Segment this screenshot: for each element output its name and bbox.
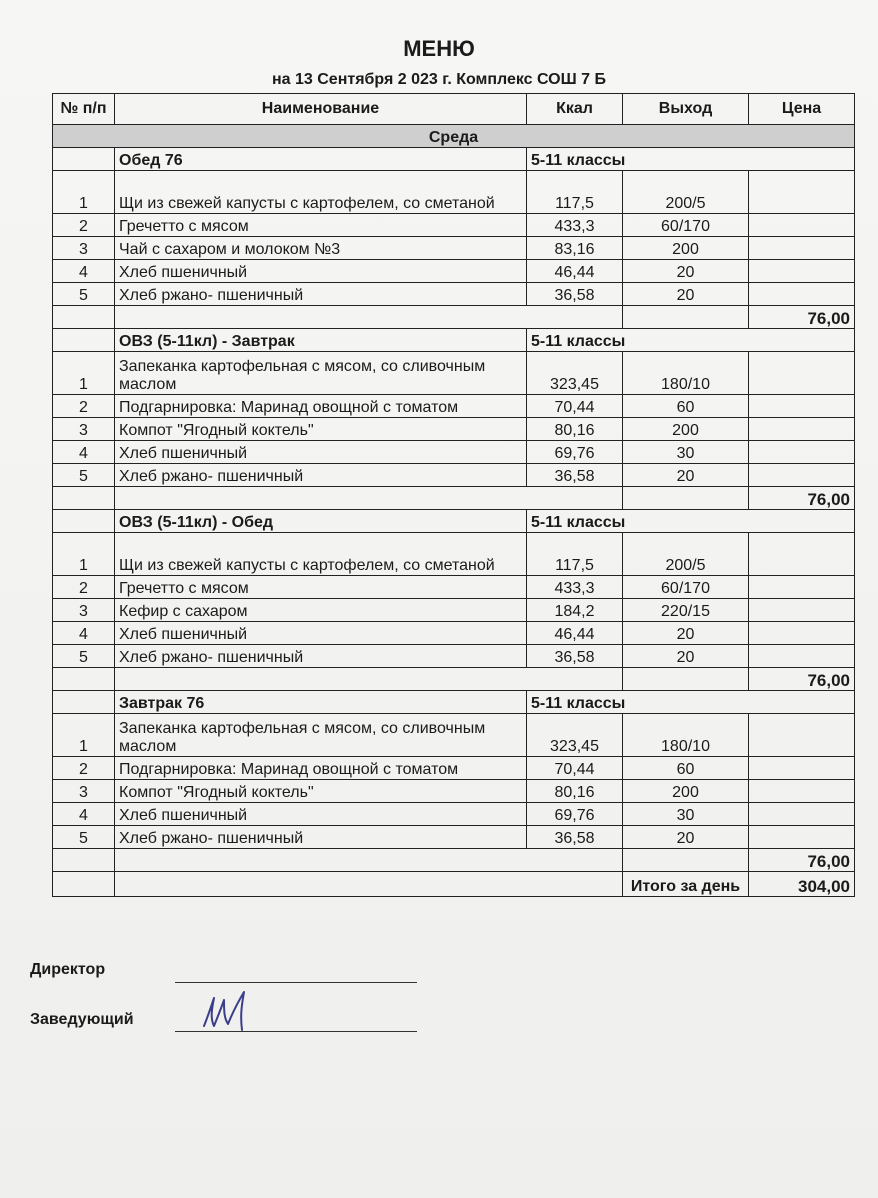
item-price	[749, 171, 855, 214]
item-yield: 60/170	[623, 576, 749, 599]
item-yield: 200/5	[623, 533, 749, 576]
item-name: Хлеб пшеничный	[115, 260, 527, 283]
item-kcal: 80,16	[527, 780, 623, 803]
item-kcal: 83,16	[527, 237, 623, 260]
col-name-header: Наименование	[115, 94, 527, 125]
section-title: Обед 76	[115, 148, 527, 171]
item-number: 2	[53, 757, 115, 780]
item-yield: 20	[623, 260, 749, 283]
menu-item-row	[53, 599, 855, 622]
total-empty	[115, 872, 623, 897]
menu-item-row	[53, 714, 855, 757]
day-total-row	[53, 872, 855, 897]
item-number: 3	[53, 599, 115, 622]
item-number: 2	[53, 214, 115, 237]
menu-item-row	[53, 214, 855, 237]
menu-item-row	[53, 395, 855, 418]
item-number: 1	[53, 171, 115, 214]
item-price	[749, 803, 855, 826]
item-price	[749, 260, 855, 283]
item-kcal: 433,3	[527, 576, 623, 599]
menu-item-row	[53, 283, 855, 306]
col-num-header: № п/п	[53, 94, 115, 125]
item-name: Гречетто с мясом	[115, 576, 527, 599]
item-number: 4	[53, 622, 115, 645]
item-yield: 200	[623, 418, 749, 441]
item-price	[749, 645, 855, 668]
item-number: 4	[53, 260, 115, 283]
menu-item-row	[53, 260, 855, 283]
section-title: Завтрак 76	[115, 691, 527, 714]
item-number: 5	[53, 283, 115, 306]
item-price	[749, 283, 855, 306]
item-kcal: 69,76	[527, 441, 623, 464]
menu-item-row	[53, 826, 855, 849]
section-title: ОВЗ (5-11кл) - Завтрак	[115, 329, 527, 352]
item-kcal: 80,16	[527, 418, 623, 441]
section-sum-row	[53, 668, 855, 691]
sum-empty	[623, 487, 749, 510]
page-title: МЕНЮ	[403, 36, 475, 61]
handwritten-signature-icon	[198, 986, 258, 1036]
menu-item-row	[53, 441, 855, 464]
menu-item-row	[53, 576, 855, 599]
director-signature-line	[175, 982, 417, 983]
sum-empty	[115, 668, 623, 691]
section-num-empty	[53, 148, 115, 171]
director-label: Директор	[30, 961, 106, 978]
item-number: 4	[53, 441, 115, 464]
sum-empty	[115, 306, 623, 329]
col-price-header: Цена	[749, 94, 855, 125]
sum-empty	[623, 306, 749, 329]
item-kcal: 323,45	[527, 352, 623, 395]
sum-empty	[53, 668, 115, 691]
item-kcal: 184,2	[527, 599, 623, 622]
item-yield: 220/15	[623, 599, 749, 622]
item-name: Щи из свежей капусты с картофелем, со сметаной	[115, 533, 527, 576]
item-yield: 200	[623, 780, 749, 803]
item-kcal: 117,5	[527, 171, 623, 214]
sum-empty	[53, 849, 115, 872]
item-number: 1	[53, 533, 115, 576]
item-name: Хлеб пшеничный	[115, 803, 527, 826]
item-kcal: 36,58	[527, 464, 623, 487]
item-price	[749, 826, 855, 849]
day-total-value: 304,00	[749, 872, 855, 897]
menu-item-row	[53, 464, 855, 487]
item-kcal: 117,5	[527, 533, 623, 576]
item-number: 2	[53, 576, 115, 599]
section-sum-row	[53, 306, 855, 329]
col-yield-header: Выход	[623, 94, 749, 125]
item-price	[749, 533, 855, 576]
item-name: Хлеб ржано- пшеничный	[115, 464, 527, 487]
section-group: 5-11 классы	[527, 329, 855, 352]
section-sum-value: 76,00	[749, 487, 855, 510]
menu-item-row	[53, 757, 855, 780]
sum-empty	[115, 487, 623, 510]
item-yield: 200	[623, 237, 749, 260]
item-price	[749, 757, 855, 780]
section-num-empty	[53, 329, 115, 352]
section-row	[53, 148, 855, 171]
item-kcal: 323,45	[527, 714, 623, 757]
menu-item-row	[53, 352, 855, 395]
item-name: Хлеб пшеничный	[115, 622, 527, 645]
header-row	[53, 94, 855, 125]
item-yield: 20	[623, 826, 749, 849]
item-price	[749, 395, 855, 418]
section-sum-row	[53, 487, 855, 510]
item-kcal: 36,58	[527, 645, 623, 668]
day-label: Среда	[53, 125, 855, 148]
section-sum-value: 76,00	[749, 668, 855, 691]
section-group: 5-11 классы	[527, 148, 855, 171]
section-sum-row	[53, 849, 855, 872]
section-num-empty	[53, 691, 115, 714]
item-number: 3	[53, 237, 115, 260]
item-yield: 180/10	[623, 352, 749, 395]
item-number: 5	[53, 645, 115, 668]
item-kcal: 46,44	[527, 260, 623, 283]
item-kcal: 70,44	[527, 757, 623, 780]
item-name: Подгарнировка: Маринад овощной с томатом	[115, 395, 527, 418]
sum-empty	[115, 849, 623, 872]
item-price	[749, 622, 855, 645]
item-name: Хлеб ржано- пшеничный	[115, 283, 527, 306]
item-name: Запеканка картофельная с мясом, со сливочным маслом	[115, 714, 527, 757]
item-yield: 30	[623, 441, 749, 464]
col-kcal-header: Ккал	[527, 94, 623, 125]
item-number: 5	[53, 464, 115, 487]
menu-item-row	[53, 803, 855, 826]
item-yield: 20	[623, 645, 749, 668]
item-number: 4	[53, 803, 115, 826]
item-price	[749, 780, 855, 803]
section-group: 5-11 классы	[527, 691, 855, 714]
item-kcal: 36,58	[527, 283, 623, 306]
item-yield: 200/5	[623, 171, 749, 214]
menu-item-row	[53, 622, 855, 645]
item-number: 5	[53, 826, 115, 849]
menu-body	[53, 125, 855, 897]
item-price	[749, 576, 855, 599]
section-sum-value: 76,00	[749, 306, 855, 329]
item-kcal: 70,44	[527, 395, 623, 418]
section-row	[53, 329, 855, 352]
item-name: Хлеб пшеничный	[115, 441, 527, 464]
menu-item-row	[53, 780, 855, 803]
item-yield: 180/10	[623, 714, 749, 757]
item-price	[749, 418, 855, 441]
menu-item-row	[53, 533, 855, 576]
item-price	[749, 599, 855, 622]
item-price	[749, 352, 855, 395]
menu-table	[52, 93, 855, 897]
sum-empty	[53, 306, 115, 329]
item-name: Щи из свежей капусты с картофелем, со сметаной	[115, 171, 527, 214]
menu-item-row	[53, 645, 855, 668]
section-row	[53, 691, 855, 714]
item-number: 3	[53, 418, 115, 441]
item-yield: 30	[623, 803, 749, 826]
item-price	[749, 441, 855, 464]
item-kcal: 36,58	[527, 826, 623, 849]
item-name: Компот "Ягодный коктель"	[115, 780, 527, 803]
section-row	[53, 510, 855, 533]
item-yield: 20	[623, 283, 749, 306]
item-yield: 60	[623, 757, 749, 780]
item-number: 1	[53, 714, 115, 757]
page-subtitle: на 13 Сентября 2 023 г. Комплекс СОШ 7 Б	[272, 71, 606, 88]
item-name: Гречетто с мясом	[115, 214, 527, 237]
item-kcal: 46,44	[527, 622, 623, 645]
section-num-empty	[53, 510, 115, 533]
total-empty	[53, 872, 115, 897]
sum-empty	[623, 668, 749, 691]
manager-label: Заведующий	[30, 1011, 134, 1028]
item-yield: 20	[623, 464, 749, 487]
section-title: ОВЗ (5-11кл) - Обед	[115, 510, 527, 533]
item-number: 2	[53, 395, 115, 418]
item-name: Компот "Ягодный коктель"	[115, 418, 527, 441]
item-yield: 60/170	[623, 214, 749, 237]
item-name: Кефир с сахаром	[115, 599, 527, 622]
section-group: 5-11 классы	[527, 510, 855, 533]
item-price	[749, 714, 855, 757]
item-kcal: 433,3	[527, 214, 623, 237]
item-name: Хлеб ржано- пшеничный	[115, 645, 527, 668]
day-row	[53, 125, 855, 148]
item-number: 1	[53, 352, 115, 395]
item-yield: 60	[623, 395, 749, 418]
menu-item-row	[53, 171, 855, 214]
item-kcal: 69,76	[527, 803, 623, 826]
item-yield: 20	[623, 622, 749, 645]
section-sum-value: 76,00	[749, 849, 855, 872]
menu-item-row	[53, 418, 855, 441]
item-name: Хлеб ржано- пшеничный	[115, 826, 527, 849]
item-name: Чай с сахаром и молоком №3	[115, 237, 527, 260]
day-total-label: Итого за день	[623, 872, 749, 897]
item-price	[749, 237, 855, 260]
sum-empty	[623, 849, 749, 872]
item-name: Подгарнировка: Маринад овощной с томатом	[115, 757, 527, 780]
item-price	[749, 214, 855, 237]
menu-item-row	[53, 237, 855, 260]
item-number: 3	[53, 780, 115, 803]
item-name: Запеканка картофельная с мясом, со сливочным маслом	[115, 352, 527, 395]
item-price	[749, 464, 855, 487]
sum-empty	[53, 487, 115, 510]
